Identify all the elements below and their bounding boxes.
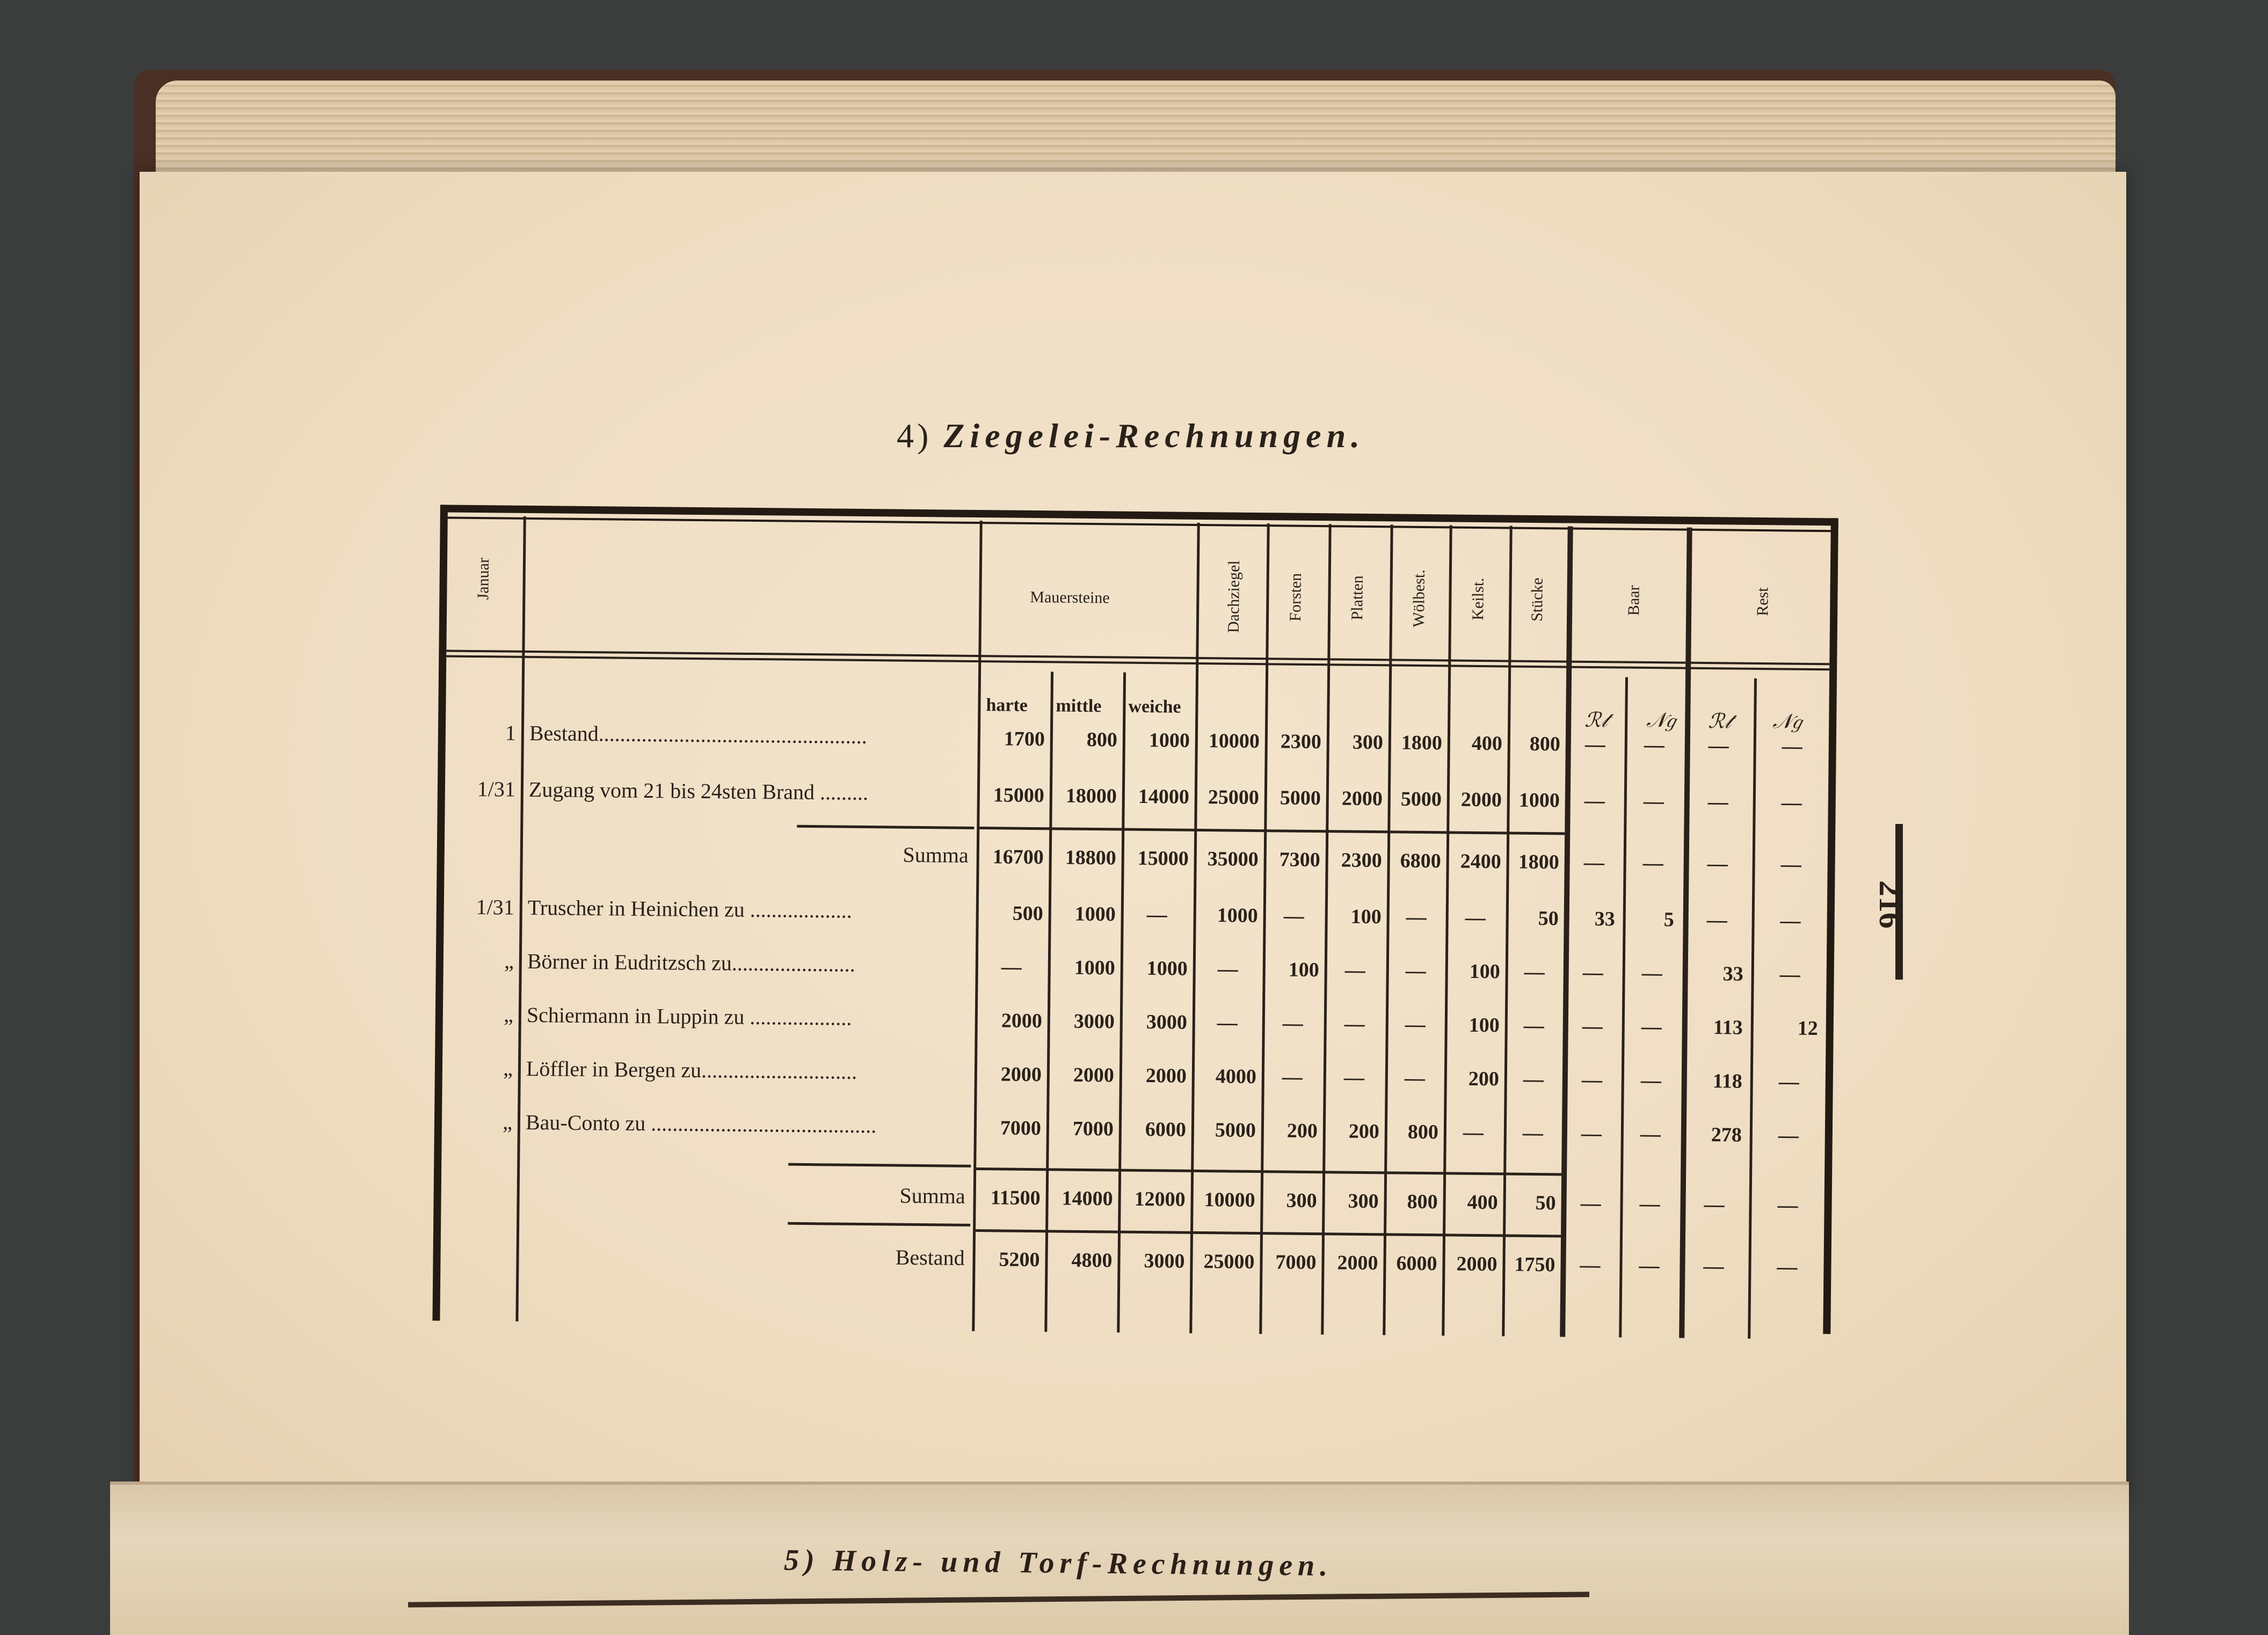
- row-date: „: [503, 1056, 513, 1081]
- row-value: 1750: [1514, 1253, 1555, 1276]
- row-value: 100: [1350, 905, 1382, 929]
- row-value: —: [1283, 904, 1304, 928]
- row-value: 16700: [992, 845, 1044, 869]
- row-value: 7000: [1275, 1251, 1317, 1274]
- summa-rule-2-label: [788, 1163, 971, 1167]
- header-forsten: Forsten: [1286, 573, 1305, 622]
- row-value: 50: [1535, 1192, 1556, 1215]
- row-value: —: [1639, 1192, 1660, 1216]
- row-value: —: [1344, 959, 1365, 982]
- row-value: —: [1707, 852, 1728, 875]
- row-value: 6000: [1396, 1252, 1437, 1275]
- row-value: 200: [1468, 1067, 1500, 1091]
- row-value: 300: [1348, 1189, 1379, 1213]
- row-value: 2000: [1001, 1009, 1043, 1033]
- row-value: —: [1404, 1067, 1426, 1090]
- row-value: 25000: [1203, 1250, 1255, 1274]
- row-value: 14000: [1138, 785, 1190, 808]
- divider-mauersteine: [1189, 523, 1200, 1333]
- row-value: 400: [1467, 1191, 1498, 1214]
- row-value: —: [1707, 791, 1728, 814]
- row-value: 15000: [993, 784, 1045, 807]
- row-value: —: [1522, 1121, 1544, 1145]
- row-value: 800: [1407, 1190, 1438, 1214]
- divider-harte: [1044, 671, 1053, 1332]
- divider-platten: [1383, 524, 1393, 1335]
- row-value: 18800: [1065, 846, 1116, 870]
- row-value: 6000: [1145, 1118, 1187, 1141]
- row-value: 12000: [1134, 1187, 1186, 1211]
- row-value: 7000: [1072, 1117, 1114, 1141]
- row-value: 2000: [1456, 1252, 1498, 1276]
- row-label: Schiermann in Luppin zu ...................: [526, 1002, 852, 1030]
- row-value: —: [1584, 733, 1606, 756]
- row-value: 2000: [1145, 1064, 1187, 1087]
- row-value: —: [1642, 851, 1663, 875]
- row-label: Summa: [899, 1183, 965, 1208]
- row-value: —: [1584, 789, 1605, 813]
- row-value: —: [1523, 1068, 1544, 1091]
- divider-label: [972, 521, 982, 1331]
- divider-date: [515, 516, 526, 1322]
- row-label: Börner in Eudritzsch zu.......................: [527, 948, 856, 976]
- row-date: „: [504, 948, 514, 973]
- next-page-title: 5) Holz- und Torf-Rechnungen.: [783, 1543, 1333, 1583]
- row-date: 1/31: [476, 895, 515, 919]
- row-value: —: [1706, 909, 1727, 932]
- title-name: Ziegelei-Rechnungen.: [943, 417, 1365, 455]
- unit-baar-b: 𝒩𝑔: [1646, 709, 1676, 732]
- row-value: 1800: [1401, 731, 1443, 755]
- row-value: 5200: [999, 1248, 1040, 1272]
- row-date: „: [503, 1002, 514, 1027]
- row-value: 278: [1711, 1123, 1742, 1147]
- row-value: —: [1523, 1014, 1544, 1038]
- row-value: 300: [1352, 731, 1384, 754]
- divider-woelbest: [1442, 525, 1452, 1335]
- row-value: —: [1708, 734, 1729, 757]
- row-value: —: [1580, 1253, 1601, 1277]
- summa-rule-values: [976, 1167, 1561, 1176]
- page-number: 216: [1873, 880, 1908, 929]
- row-value: 7000: [1000, 1116, 1042, 1140]
- row-value: —: [1405, 1013, 1426, 1037]
- header-dachziegel: Dachziegel: [1224, 560, 1244, 633]
- row-value: —: [1282, 1065, 1303, 1089]
- row-value: —: [1639, 1254, 1660, 1278]
- row-value: —: [1640, 1069, 1662, 1092]
- header-woelbest: Wölbest.: [1409, 570, 1428, 627]
- row-value: 5000: [1400, 787, 1442, 811]
- summa-rule-1-label: [797, 825, 974, 829]
- ledger-table: [411, 505, 1847, 1377]
- header-rest: Rest: [1754, 587, 1772, 616]
- row-value: —: [1146, 903, 1167, 926]
- row-label: Zugang vom 21 bis 24sten Brand .........: [528, 777, 869, 805]
- row-value: —: [1703, 1255, 1724, 1278]
- row-value: —: [1217, 1011, 1238, 1034]
- row-value: —: [1581, 1068, 1603, 1092]
- row-value: 1000: [1146, 957, 1188, 980]
- header-stuecke: Stücke: [1528, 578, 1546, 622]
- row-value: —: [1781, 791, 1802, 814]
- row-value: 200: [1286, 1119, 1318, 1143]
- row-value: 2000: [1337, 1251, 1378, 1275]
- title-number: 4): [897, 417, 932, 455]
- row-value: —: [1777, 1194, 1798, 1217]
- subheader-mittle: mittle: [1056, 696, 1102, 717]
- row-value: 800: [1407, 1120, 1439, 1144]
- row-value: —: [1777, 1256, 1798, 1279]
- row-value: 2400: [1460, 850, 1501, 873]
- row-value: —: [1778, 1070, 1799, 1093]
- row-value: 7300: [1279, 848, 1320, 872]
- row-value: —: [1001, 955, 1022, 979]
- row-value: 10000: [1204, 1188, 1255, 1212]
- row-value: 2000: [1073, 1063, 1115, 1087]
- row-value: —: [1583, 851, 1604, 874]
- row-value: 12: [1797, 1017, 1818, 1040]
- row-value: —: [1643, 790, 1664, 813]
- subheader-weiche: weiche: [1128, 696, 1181, 717]
- row-value: —: [1641, 961, 1662, 985]
- row-value: 118: [1712, 1070, 1742, 1093]
- divider-baar-sub: [1619, 677, 1628, 1338]
- row-label: Summa: [903, 842, 969, 867]
- row-value: —: [1580, 1192, 1601, 1215]
- row-value: —: [1782, 735, 1802, 758]
- row-value: —: [1217, 958, 1238, 981]
- row-value: 200: [1348, 1120, 1380, 1143]
- row-value: 1000: [1074, 902, 1116, 926]
- row-value: —: [1644, 733, 1665, 757]
- row-value: 4000: [1215, 1065, 1257, 1089]
- row-value: 500: [1012, 902, 1043, 925]
- row-date: [444, 1240, 511, 1241]
- row-value: 2300: [1280, 730, 1322, 754]
- row-date: 1/31: [477, 777, 516, 801]
- page-title: [897, 416, 1365, 456]
- row-value: 1700: [1004, 727, 1045, 751]
- row-value: 10000: [1208, 729, 1260, 753]
- row-value: 15000: [1137, 846, 1189, 870]
- row-value: 18000: [1065, 784, 1117, 808]
- summa-rule-values: [979, 827, 1565, 835]
- row-value: 33: [1722, 962, 1743, 986]
- header-keilst: Keilst.: [1469, 578, 1487, 621]
- row-value: —: [1780, 853, 1801, 876]
- row-value: 1000: [1148, 729, 1190, 752]
- row-value: 2300: [1341, 849, 1382, 872]
- divider-dachziegel: [1259, 523, 1269, 1334]
- row-value: —: [1343, 1066, 1365, 1089]
- unit-baar-a: ℛ𝓉: [1584, 709, 1608, 732]
- divider-mittle: [1117, 673, 1126, 1333]
- row-value: 113: [1713, 1016, 1743, 1039]
- row-value: —: [1463, 1121, 1484, 1144]
- row-value: 2000: [1341, 787, 1383, 811]
- row-value: 5000: [1215, 1119, 1256, 1142]
- header-rule: [446, 650, 1829, 666]
- row-date: „: [502, 1110, 513, 1134]
- row-value: 100: [1469, 1013, 1500, 1037]
- row-value: 1800: [1518, 850, 1559, 874]
- header-baar: Baar: [1625, 585, 1643, 616]
- unit-rest-a: ℛ𝓉: [1708, 710, 1732, 733]
- row-value: —: [1582, 961, 1603, 984]
- row-value: 300: [1286, 1189, 1317, 1213]
- header-platten: Platten: [1348, 575, 1366, 621]
- header-mauersteine: Mauersteine: [1030, 588, 1110, 607]
- row-value: 35000: [1207, 848, 1259, 871]
- row-value: 800: [1529, 732, 1561, 756]
- unit-rest-b: 𝒩𝑔: [1772, 710, 1802, 733]
- row-value: 33: [1594, 908, 1615, 931]
- row-value: 3000: [1144, 1250, 1185, 1273]
- bestand-rule-label: [788, 1222, 970, 1227]
- row-value: 11500: [990, 1186, 1041, 1210]
- row-value: —: [1641, 1015, 1662, 1039]
- divider-keilst: [1502, 526, 1512, 1337]
- row-label: Löffler in Bergen zu.............................: [526, 1056, 857, 1084]
- row-value: —: [1780, 909, 1801, 932]
- row-value: 3000: [1073, 1010, 1115, 1033]
- row-label: Bau-Conto zu ..........................................: [525, 1110, 877, 1138]
- row-label: Bestand..................................................: [529, 720, 867, 749]
- divider-stuecke: [1560, 527, 1573, 1337]
- row-value: 1000: [1518, 789, 1560, 812]
- row-value: 800: [1086, 728, 1118, 751]
- row-value: 1000: [1074, 956, 1115, 980]
- row-value: 14000: [1062, 1187, 1113, 1210]
- row-label: Bestand: [895, 1245, 965, 1270]
- row-value: 1000: [1217, 904, 1258, 928]
- summa-rule-values: [976, 1229, 1561, 1237]
- row-value: —: [1704, 1193, 1725, 1216]
- row-value: —: [1465, 906, 1486, 930]
- row-value: 4800: [1071, 1249, 1113, 1272]
- divider-forsten: [1321, 524, 1331, 1334]
- row-value: —: [1282, 1012, 1303, 1035]
- row-value: —: [1582, 1014, 1603, 1038]
- row-date: 1: [505, 720, 517, 745]
- row-value: 400: [1471, 732, 1503, 755]
- row-value: 2000: [1000, 1063, 1042, 1086]
- row-value: 6800: [1400, 849, 1441, 873]
- row-value: —: [1581, 1122, 1602, 1145]
- divider-rest-sub: [1748, 678, 1757, 1339]
- row-value: 100: [1469, 960, 1500, 983]
- divider-baar: [1679, 528, 1692, 1338]
- row-value: —: [1405, 959, 1426, 983]
- row-value: 25000: [1208, 786, 1260, 809]
- row-value: 50: [1538, 907, 1559, 930]
- table-right-border: [1823, 518, 1838, 1334]
- row-value: —: [1344, 1012, 1365, 1035]
- row-value: 100: [1288, 958, 1319, 982]
- table-left-border: [432, 505, 448, 1320]
- header-januar: Januar: [474, 557, 493, 600]
- row-value: —: [1640, 1122, 1661, 1146]
- row-label: Truscher in Heinichen zu ...................: [527, 895, 852, 923]
- row-value: —: [1778, 1124, 1799, 1147]
- row-value: —: [1524, 960, 1545, 984]
- subheader-harte: harte: [986, 695, 1028, 716]
- row-value: 3000: [1146, 1011, 1188, 1034]
- row-value: 5: [1663, 908, 1674, 931]
- row-value: 2000: [1460, 788, 1502, 812]
- row-value: —: [1406, 906, 1427, 929]
- row-value: 5000: [1280, 786, 1321, 810]
- row-value: —: [1779, 963, 1800, 986]
